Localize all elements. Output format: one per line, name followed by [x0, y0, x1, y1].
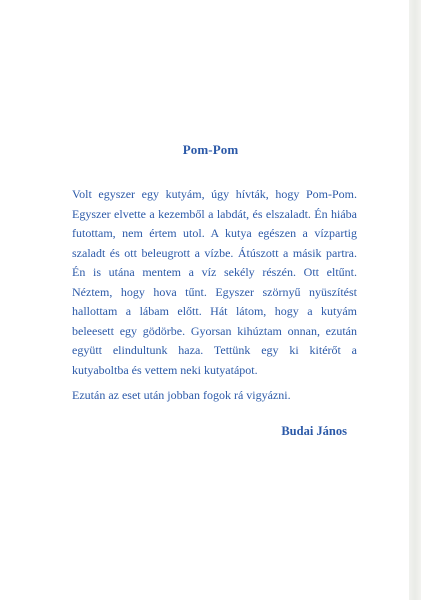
page-edge — [409, 0, 421, 600]
story-paragraph: Volt egyszer egy kutyám, úgy hívták, hogy Pom-Pom. Egyszer elvette a kezemből a labdát, és elszaladt. Én hiába futottam, nem értem utol. A kutya egészen a vízpartig szaladt és ott beleugrott a vízbe. Átúszott a másik partra. Én is utána mentem a víz sekély részén. Ott eltűnt. Néztem, hogy hova tűnt. Egyszer szörnyű nyüszítést hallottam a lábam előtt. Hát látom, hogy a kutyám beleesett egy gödörbe. Gyorsan kihúztam onnan, ezután együtt elindultunk haza. Tettünk egy ki kitérőt a kutyaboltba és vettem neki kutyatápot. — [72, 187, 357, 377]
story-paragraph-closing: Ezután az eset után jobban fogok rá vigyázni. — [72, 388, 291, 402]
story-body — [72, 185, 357, 406]
story-title: Pom-Pom — [182, 142, 239, 157]
author-name: Budai János — [281, 424, 347, 438]
